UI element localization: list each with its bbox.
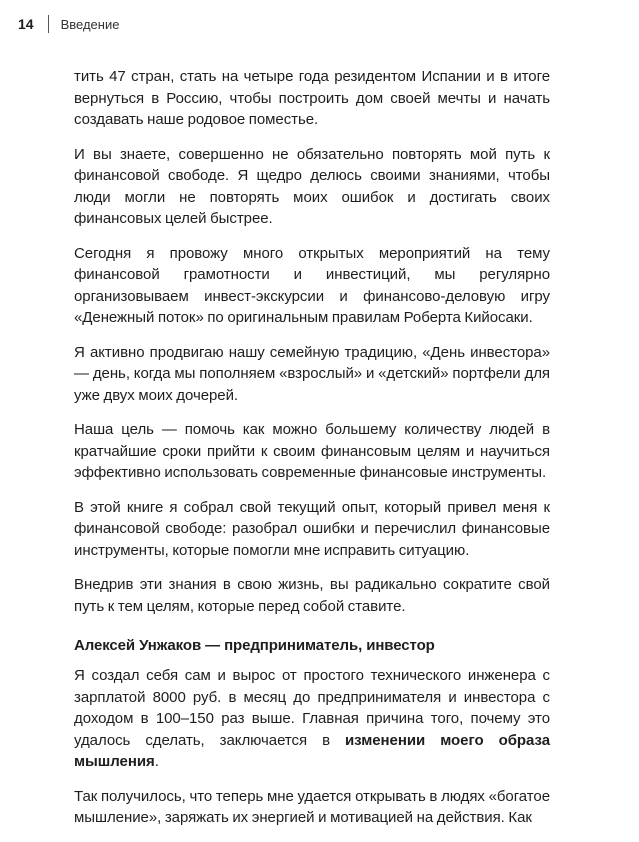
paragraph-4: Я активно продвигаю нашу семейную традицию, «День инвестора» — день, когда мы пополняем «взрослый» и «детский» портфели для уже двух моих дочерей. — [74, 343, 550, 404]
header-divider — [48, 15, 49, 33]
bio-paragraph — [74, 665, 550, 773]
paragraph-7: Внедрив эти знания в свою жизнь, вы радикально сократите свой путь к тем целям, которые перед собой ставите. — [74, 576, 550, 615]
page-number: 14 — [18, 16, 34, 32]
bio-bold-text: изменении моего образа мышления — [74, 731, 550, 770]
paragraph-3: Сегодня я провожу много открытых мероприятий на тему финансовой грамотности и инвестиций, мы регулярно организовываем инвест-экскурсии и финансово-деловую игру «Денежный поток» по оригинальным правилам Роберта Кийосаки. — [74, 244, 550, 326]
paragraph-5: Наша цель — помочь как можно большему количеству людей в кратчайшие сроки прийти к своим финансовым целям и научиться эффективно использовать современные финансовые инструменты. — [74, 421, 550, 481]
bio-text-after: . — [154, 753, 159, 770]
chapter-title: Введение — [60, 16, 120, 32]
last-paragraph: Так получилось, что теперь мне удается открывать в людях «богатое мышление», заряжать их энергией и мотивацией на действия. Как — [74, 787, 550, 826]
page-body — [74, 66, 550, 842]
author-subheading: Алексей Унжаков — предприниматель, инвестор — [74, 637, 435, 654]
page-header — [18, 14, 119, 34]
paragraph-6: В этой книге я собрал свой текущий опыт, который привел меня к финансовой свободе: разобрал ошибки и перечислил финансовые инструменты, которые помогли мне исправить ситуацию. — [74, 498, 550, 559]
paragraph-2: И вы знаете, совершенно не обязательно повторять мой путь к финансовой свободе. Я щедро делюсь своими знаниями, чтобы люди могли не повторять моих ошибок и достигать своих финансовых целей быстрее. — [74, 145, 550, 227]
bio-text-before: Я создал себя сам и вырос от простого технического инженера с зарплатой 8000 руб. в месяц до предпринимателя и инвестора с доходом в 100–150 раз выше. Главная причина того, почему это удалось сделать, заключается в — [74, 667, 550, 749]
paragraph-1: тить 47 стран, стать на четыре года резидентом Испании и в итоге вернуться в Россию, чтобы построить дом своей мечты и начать создавать наше родовое поместье. — [74, 68, 550, 128]
